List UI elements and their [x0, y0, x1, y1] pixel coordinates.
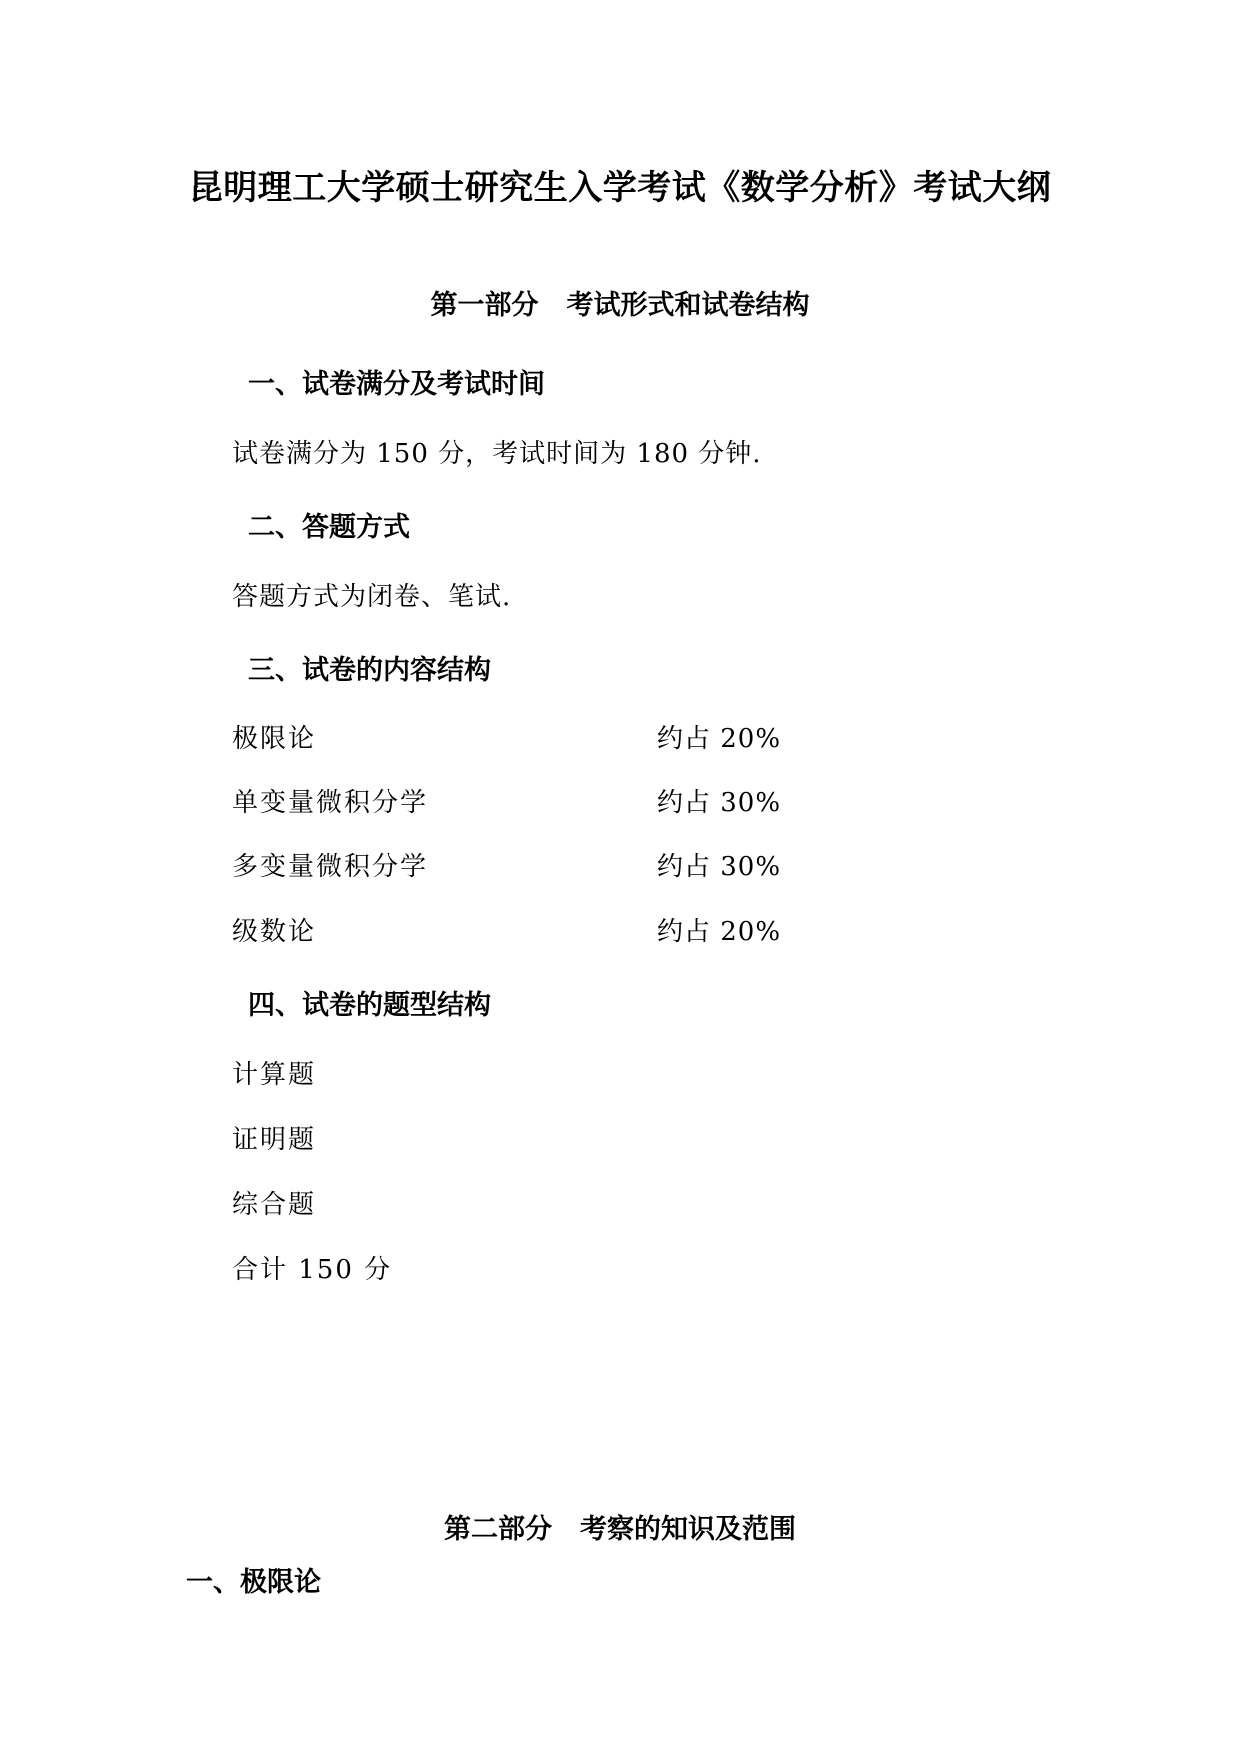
full-score-time-text: 试卷满分为 150 分，考试时间为 180 分钟.: [232, 439, 762, 469]
content-row-value: 约占 30%: [657, 852, 782, 882]
content-row-label: 极限论: [232, 724, 317, 754]
question-type-item: 计算题: [232, 1060, 317, 1090]
question-type-item: 综合题: [232, 1190, 317, 1220]
section-heading-question-types: 四、试卷的题型结构: [248, 990, 491, 1021]
content-row-value: 约占 20%: [657, 724, 782, 754]
part-two-number: 第二部分: [444, 1514, 552, 1545]
part-one-title: 考试形式和试卷结构: [566, 290, 810, 321]
content-row-value: 约占 20%: [657, 917, 782, 947]
content-row-label: 单变量微积分学: [232, 788, 429, 818]
part-two-title: 考察的知识及范围: [580, 1514, 796, 1545]
part-two-heading: [0, 1507, 1240, 1546]
part-one-number: 第一部分: [430, 290, 539, 321]
document-title: 昆明理工大学硕士研究生入学考试《数学分析》考试大纲: [188, 168, 1052, 208]
content-row-value: 约占 30%: [657, 788, 782, 818]
question-type-item: 证明题: [232, 1125, 317, 1155]
section-heading-content-structure: 三、试卷的内容结构: [248, 655, 491, 686]
section-heading-answer-method: 二、答题方式: [248, 512, 410, 543]
answer-method-text: 答题方式为闭卷、笔试.: [232, 582, 512, 612]
content-row-label: 多变量微积分学: [232, 852, 429, 882]
section-heading-limit-theory: 一、极限论: [186, 1567, 321, 1598]
section-heading-full-score-time: 一、试卷满分及考试时间: [248, 369, 545, 400]
question-type-total: 合计 150 分: [232, 1255, 393, 1285]
part-one-heading: [0, 283, 1240, 322]
content-row-label: 级数论: [232, 917, 317, 947]
